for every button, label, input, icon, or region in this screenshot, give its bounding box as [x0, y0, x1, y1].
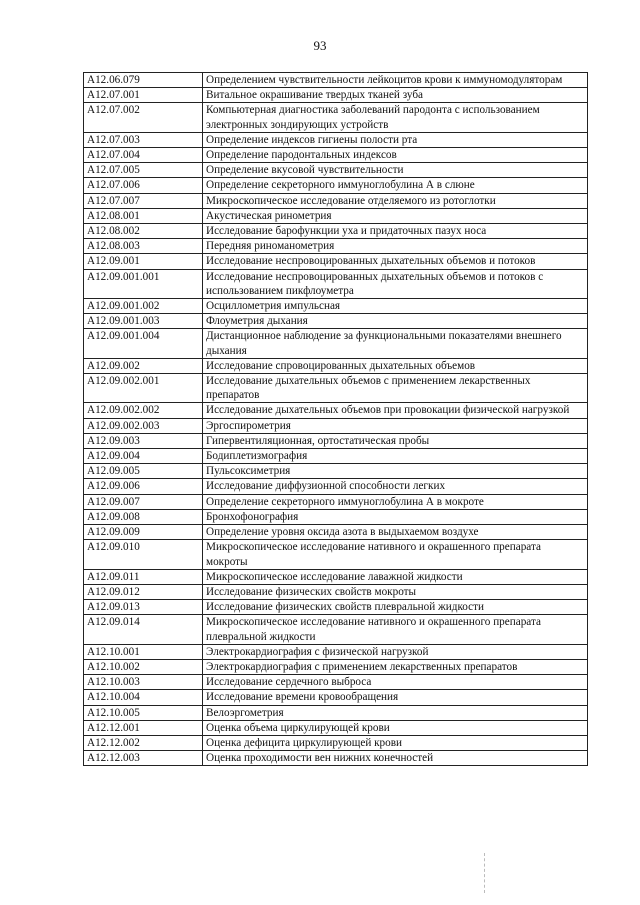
- table-row: [84, 584, 588, 599]
- service-code-cell: A12.09.012: [84, 584, 203, 599]
- service-name-cell: Определение секреторного иммуноглобулина А в мокроте: [203, 494, 588, 509]
- table-row: [84, 178, 588, 193]
- service-name-cell: Определением чувствительности лейкоцитов крови к иммуномодуляторам: [203, 73, 588, 88]
- table-row: [84, 525, 588, 540]
- service-code-cell: A12.09.009: [84, 525, 203, 540]
- service-code-cell: A12.09.001.004: [84, 329, 203, 358]
- service-name-cell: Оценка дефицита циркулирующей крови: [203, 735, 588, 750]
- service-name-cell: Бодиплетизмография: [203, 449, 588, 464]
- service-code-cell: A12.09.002: [84, 358, 203, 373]
- service-code-cell: A12.07.003: [84, 132, 203, 147]
- service-name-cell: Определение секреторного иммуноглобулина А в слюне: [203, 178, 588, 193]
- table-row: [84, 358, 588, 373]
- service-code-cell: A12.08.003: [84, 239, 203, 254]
- service-codes-table: [83, 72, 588, 766]
- table-row: [84, 433, 588, 448]
- table-row: [84, 644, 588, 659]
- service-name-cell: Исследование времени кровообращения: [203, 690, 588, 705]
- table-row: [84, 720, 588, 735]
- service-code-cell: A12.09.001.001: [84, 269, 203, 298]
- service-code-cell: A12.12.001: [84, 720, 203, 735]
- service-name-cell: Передняя риноманометрия: [203, 239, 588, 254]
- service-code-cell: A12.08.001: [84, 208, 203, 223]
- service-code-cell: A12.09.001: [84, 254, 203, 269]
- service-code-cell: A12.07.001: [84, 88, 203, 103]
- service-code-cell: A12.09.004: [84, 449, 203, 464]
- table-row: [84, 494, 588, 509]
- service-name-cell: Велоэргометрия: [203, 705, 588, 720]
- service-code-cell: A12.12.003: [84, 751, 203, 766]
- service-code-cell: A12.09.013: [84, 600, 203, 615]
- service-code-cell: A12.09.014: [84, 615, 203, 644]
- table-row: [84, 208, 588, 223]
- service-code-cell: A12.09.001.002: [84, 299, 203, 314]
- service-name-cell: Определение уровня оксида азота в выдыхаемом воздухе: [203, 525, 588, 540]
- table-row: [84, 509, 588, 524]
- table-row: [84, 600, 588, 615]
- table-row: [84, 418, 588, 433]
- table-row: [84, 73, 588, 88]
- service-code-cell: A12.10.002: [84, 659, 203, 674]
- service-name-cell: Микроскопическое исследование нативного и окрашенного препарата мокроты: [203, 540, 588, 569]
- service-code-cell: A12.07.007: [84, 193, 203, 208]
- service-name-cell: Электрокардиография с физической нагрузкой: [203, 644, 588, 659]
- service-name-cell: Эргоспирометрия: [203, 418, 588, 433]
- table-row: [84, 735, 588, 750]
- service-code-cell: A12.09.006: [84, 479, 203, 494]
- service-name-cell: Осциллометрия импульсная: [203, 299, 588, 314]
- service-name-cell: Исследование дыхательных объемов с применением лекарственных препаратов: [203, 374, 588, 403]
- service-name-cell: Микроскопическое исследование отделяемого из ротоглотки: [203, 193, 588, 208]
- service-code-cell: A12.09.008: [84, 509, 203, 524]
- service-name-cell: Исследование физических свойств плевральной жидкости: [203, 600, 588, 615]
- service-name-cell: Определение вкусовой чувствительности: [203, 163, 588, 178]
- service-name-cell: Исследование неспровоцированных дыхательных объемов и потоков: [203, 254, 588, 269]
- service-code-cell: A12.09.003: [84, 433, 203, 448]
- table-row: [84, 132, 588, 147]
- service-code-cell: A12.12.002: [84, 735, 203, 750]
- table-row: [84, 254, 588, 269]
- table-row: [84, 239, 588, 254]
- service-name-cell: Определение индексов гигиены полости рта: [203, 132, 588, 147]
- service-code-cell: A12.10.001: [84, 644, 203, 659]
- table-row: [84, 148, 588, 163]
- service-code-cell: A12.07.006: [84, 178, 203, 193]
- service-name-cell: Исследование диффузионной способности легких: [203, 479, 588, 494]
- service-code-cell: A12.10.003: [84, 675, 203, 690]
- service-name-cell: Витальное окрашивание твердых тканей зуба: [203, 88, 588, 103]
- table-row: [84, 615, 588, 644]
- service-name-cell: Микроскопическое исследование лаважной жидкости: [203, 569, 588, 584]
- table-row: [84, 193, 588, 208]
- service-name-cell: Оценка проходимости вен нижних конечностей: [203, 751, 588, 766]
- table-row: [84, 540, 588, 569]
- service-code-cell: A12.09.010: [84, 540, 203, 569]
- service-code-cell: A12.09.002.001: [84, 374, 203, 403]
- table-row: [84, 374, 588, 403]
- service-code-cell: A12.07.002: [84, 103, 203, 132]
- service-code-cell: A12.09.007: [84, 494, 203, 509]
- table-row: [84, 224, 588, 239]
- table-row: [84, 103, 588, 132]
- service-code-cell: A12.09.005: [84, 464, 203, 479]
- service-name-cell: Электрокардиография с применением лекарственных препаратов: [203, 659, 588, 674]
- service-name-cell: Исследование неспровоцированных дыхательных объемов и потоков с использованием пикфлоуметра: [203, 269, 588, 298]
- service-name-cell: Флоуметрия дыхания: [203, 314, 588, 329]
- service-code-cell: A12.09.002.003: [84, 418, 203, 433]
- table-row: [84, 659, 588, 674]
- table-row: [84, 88, 588, 103]
- service-code-cell: A12.09.002.002: [84, 403, 203, 418]
- table-row: [84, 449, 588, 464]
- service-name-cell: Исследование дыхательных объемов при провокации физической нагрузкой: [203, 403, 588, 418]
- service-name-cell: Бронхофонография: [203, 509, 588, 524]
- table-row: [84, 479, 588, 494]
- table-row: [84, 675, 588, 690]
- table-row: [84, 464, 588, 479]
- service-code-cell: A12.09.011: [84, 569, 203, 584]
- table-row: [84, 329, 588, 358]
- service-name-cell: Дистанционное наблюдение за функциональными показателями внешнего дыхания: [203, 329, 588, 358]
- service-code-cell: A12.06.079: [84, 73, 203, 88]
- service-name-cell: Исследование физических свойств мокроты: [203, 584, 588, 599]
- service-code-cell: A12.07.005: [84, 163, 203, 178]
- service-name-cell: Компьютерная диагностика заболеваний пародонта с использованием электронных зондирующих устройств: [203, 103, 588, 132]
- table-row: [84, 269, 588, 298]
- service-name-cell: Определение пародонтальных индексов: [203, 148, 588, 163]
- service-code-cell: A12.10.004: [84, 690, 203, 705]
- service-code-cell: A12.08.002: [84, 224, 203, 239]
- table-row: [84, 569, 588, 584]
- service-name-cell: Акустическая ринометрия: [203, 208, 588, 223]
- page-number: 93: [313, 38, 327, 53]
- service-name-cell: Исследование сердечного выброса: [203, 675, 588, 690]
- table-row: [84, 705, 588, 720]
- table-body: [84, 73, 588, 766]
- service-name-cell: Гипервентиляционная, ортостатическая пробы: [203, 433, 588, 448]
- table-row: [84, 299, 588, 314]
- scan-artifact-line: [484, 853, 486, 893]
- service-code-cell: A12.09.001.003: [84, 314, 203, 329]
- table-row: [84, 751, 588, 766]
- service-code-cell: A12.07.004: [84, 148, 203, 163]
- service-name-cell: Исследование спровоцированных дыхательных объемов: [203, 358, 588, 373]
- table-row: [84, 403, 588, 418]
- table-row: [84, 314, 588, 329]
- service-name-cell: Исследование барофункции уха и придаточных пазух носа: [203, 224, 588, 239]
- table-row: [84, 690, 588, 705]
- service-name-cell: Микроскопическое исследование нативного и окрашенного препарата плевральной жидкости: [203, 615, 588, 644]
- table-row: [84, 163, 588, 178]
- service-name-cell: Пульсоксиметрия: [203, 464, 588, 479]
- service-code-cell: A12.10.005: [84, 705, 203, 720]
- service-name-cell: Оценка объема циркулирующей крови: [203, 720, 588, 735]
